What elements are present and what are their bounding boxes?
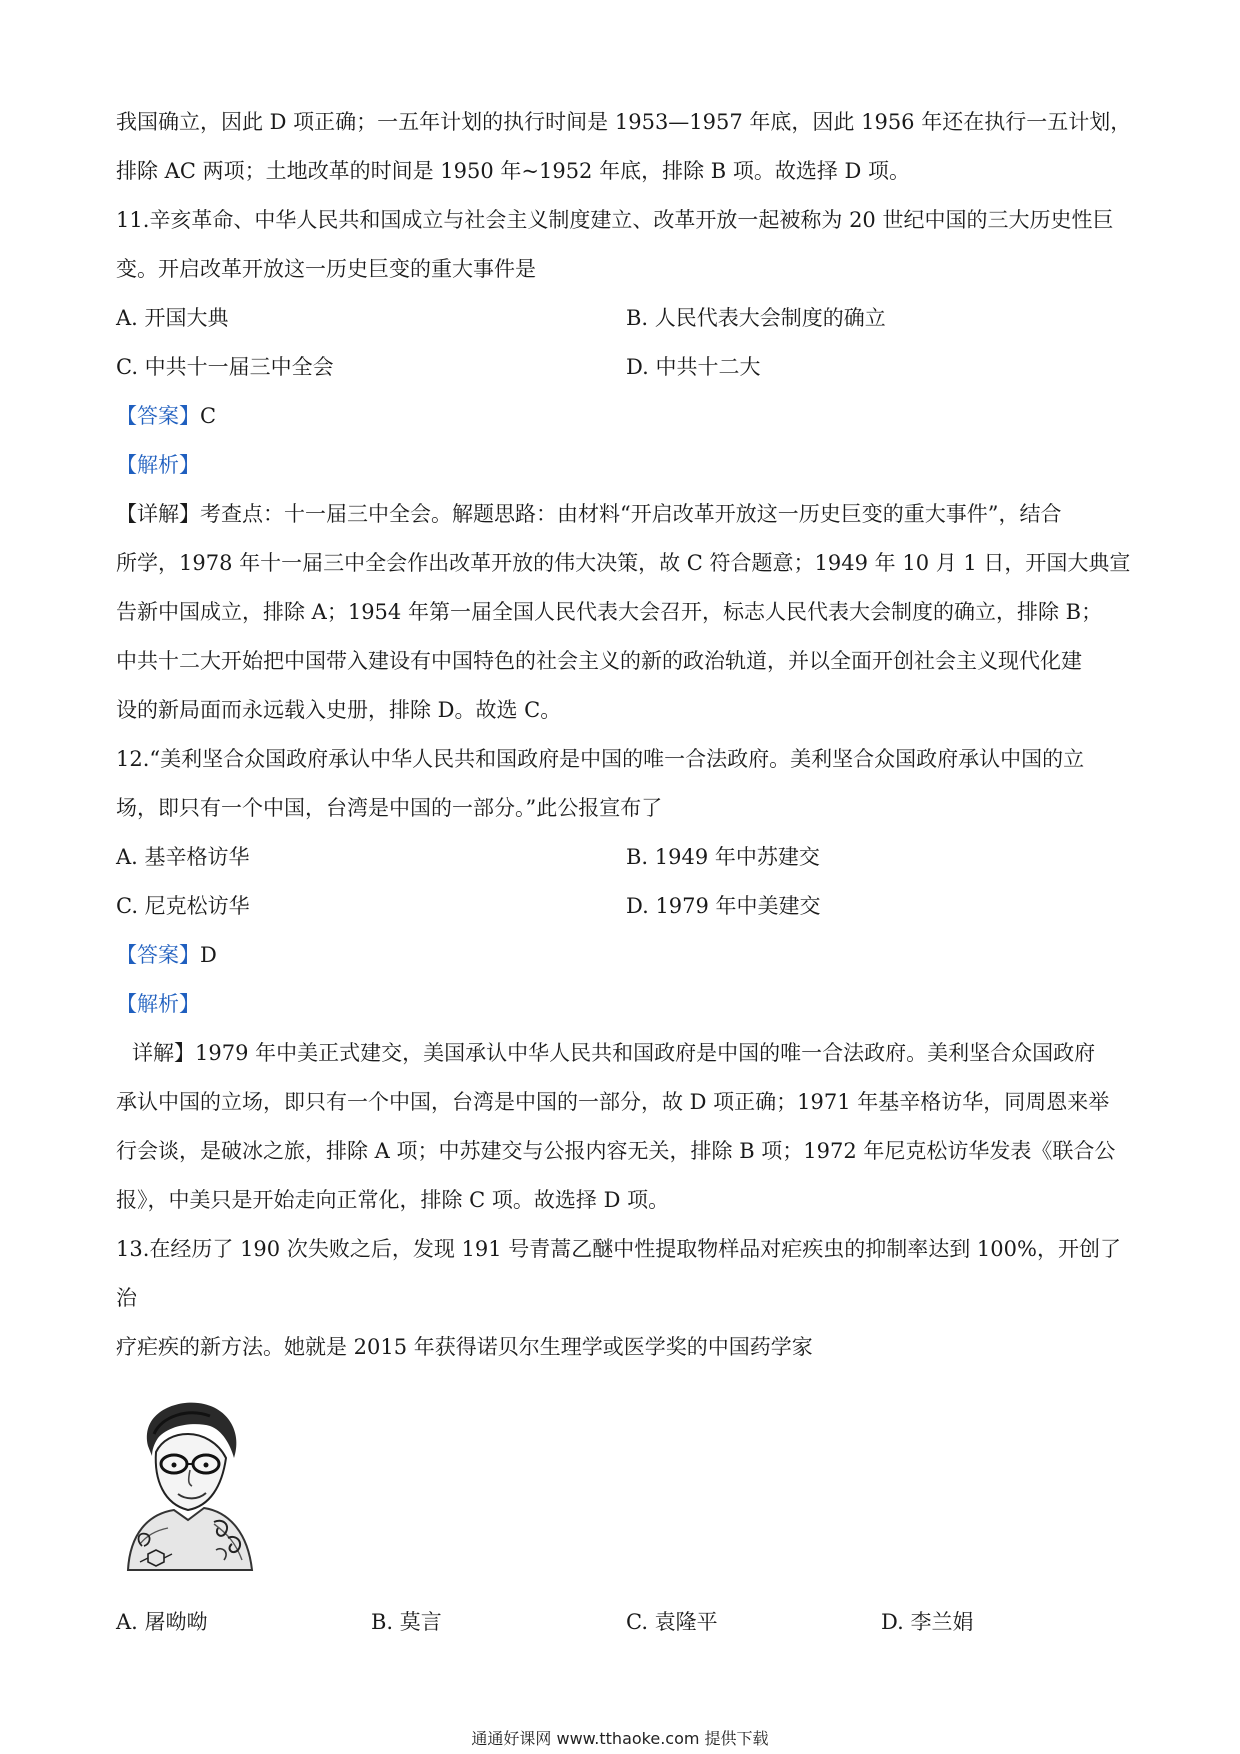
q11-option-c: C. 中共十一届三中全会 [116, 355, 334, 379]
q11-stem-line-2: 变。开启改革开放这一历史巨变的重大事件是 [116, 257, 536, 281]
q12-detail-line: 承认中国的立场，即只有一个中国，台湾是中国的一部分，故 D 项正确；1971 年基辛格访华，同周恩来举 [116, 1090, 1110, 1114]
q12-option-c: C. 尼克松访华 [116, 894, 250, 918]
q13-options [116, 1598, 1134, 1647]
q11-stem-line-1: 11.辛亥革命、中华人民共和国成立与社会主义制度建立、改革开放一起被称为 20 世纪中国的三大历史性巨 [116, 208, 1114, 232]
q11-analysis-tag: 【解析】 [116, 453, 200, 477]
q12-answer-value: D [200, 943, 217, 967]
q12-stem-line-2: 场，即只有一个中国，台湾是中国的一部分。”此公报宣布了 [116, 796, 663, 820]
q13-stem-line-2: 疗疟疾的新方法。她就是 2015 年获得诺贝尔生理学或医学奖的中国药学家 [116, 1335, 813, 1359]
q12-option-b: B. 1949 年中苏建交 [626, 845, 820, 869]
q11-detail-line: 【详解】考查点：十一届三中全会。解题思路：由材料“开启改革开放这一历史巨变的重大事件”，结合 [116, 502, 1062, 526]
q13-option-a: A. 屠呦呦 [116, 1610, 208, 1634]
q11-detail-line: 告新中国成立，排除 A；1954 年第一届全国人民代表大会召开，标志人民代表大会制度的确立，排除 B； [116, 600, 1103, 624]
question-12 [116, 735, 1134, 1225]
question-11 [116, 196, 1134, 735]
q11-option-a: A. 开国大典 [116, 306, 229, 330]
q11-options [116, 294, 1134, 392]
q13-option-b: B. 莫言 [371, 1610, 442, 1634]
q12-answer-tag: 【答案】 [116, 943, 200, 967]
q12-answer [116, 931, 1134, 980]
q11-option-b: B. 人民代表大会制度的确立 [626, 306, 886, 330]
q12-detail-line: 行会谈，是破冰之旅，排除 A 项；中苏建交与公报内容无关，排除 B 项；1972 年尼克松访华发表《联合公 [116, 1139, 1116, 1163]
q13-option-c: C. 袁隆平 [626, 1610, 718, 1634]
q11-detail-line: 设的新局面而永远载入史册，排除 D。故选 C。 [116, 698, 562, 722]
footer-source: 通通好课网 www.tthaoke.com 提供下载 [471, 1729, 769, 1748]
question-13 [116, 1225, 1134, 1647]
q11-detail-line: 所学，1978 年十一届三中全会作出改革开放的伟大决策，故 C 符合题意；1949 年 10 月 1 日，开国大典宣 [116, 551, 1131, 575]
q11-detail-line: 中共十二大开始把中国带入建设有中国特色的社会主义的新的政治轨道，并以全面开创社会主义现代化建 [116, 649, 1082, 673]
q11-answer-value: C [200, 404, 217, 428]
q11-answer [116, 392, 1134, 441]
q12-option-a: A. 基辛格访华 [116, 845, 250, 869]
intro-line-1: 我国确立，因此 D 项正确；一五年计划的执行时间是 1953—1957 年底，因此 1956 年还在执行一五计划， [116, 110, 1132, 134]
document-page [116, 98, 1134, 1647]
q11-option-d: D. 中共十二大 [626, 355, 761, 379]
q12-detail-line: 详解】1979 年中美正式建交，美国承认中华人民共和国政府是中国的唯一合法政府。美利坚合众国政府 [132, 1041, 1096, 1065]
q13-option-d: D. 李兰娟 [881, 1610, 974, 1634]
q12-analysis-tag: 【解析】 [116, 992, 200, 1016]
portrait-sketch-image [118, 1394, 256, 1572]
q13-stem-line-1: 13.在经历了 190 次失败之后，发现 191 号青蒿乙醚中性提取物样品对疟疾虫的抑制率达到 100%，开创了治 [116, 1237, 1121, 1310]
q12-options [116, 833, 1134, 931]
q12-option-d: D. 1979 年中美建交 [626, 894, 821, 918]
intro-line-2: 排除 AC 两项；土地改革的时间是 1950 年~1952 年底，排除 B 项。故选择 D 项。 [116, 159, 911, 183]
q11-answer-tag: 【答案】 [116, 404, 200, 428]
q12-detail-line: 报》，中美只是开始走向正常化，排除 C 项。故选择 D 项。 [116, 1188, 670, 1212]
q12-stem-line-1: 12.“美利坚合众国政府承认中华人民共和国政府是中国的唯一合法政府。美利坚合众国政府承认中国的立 [116, 747, 1085, 771]
